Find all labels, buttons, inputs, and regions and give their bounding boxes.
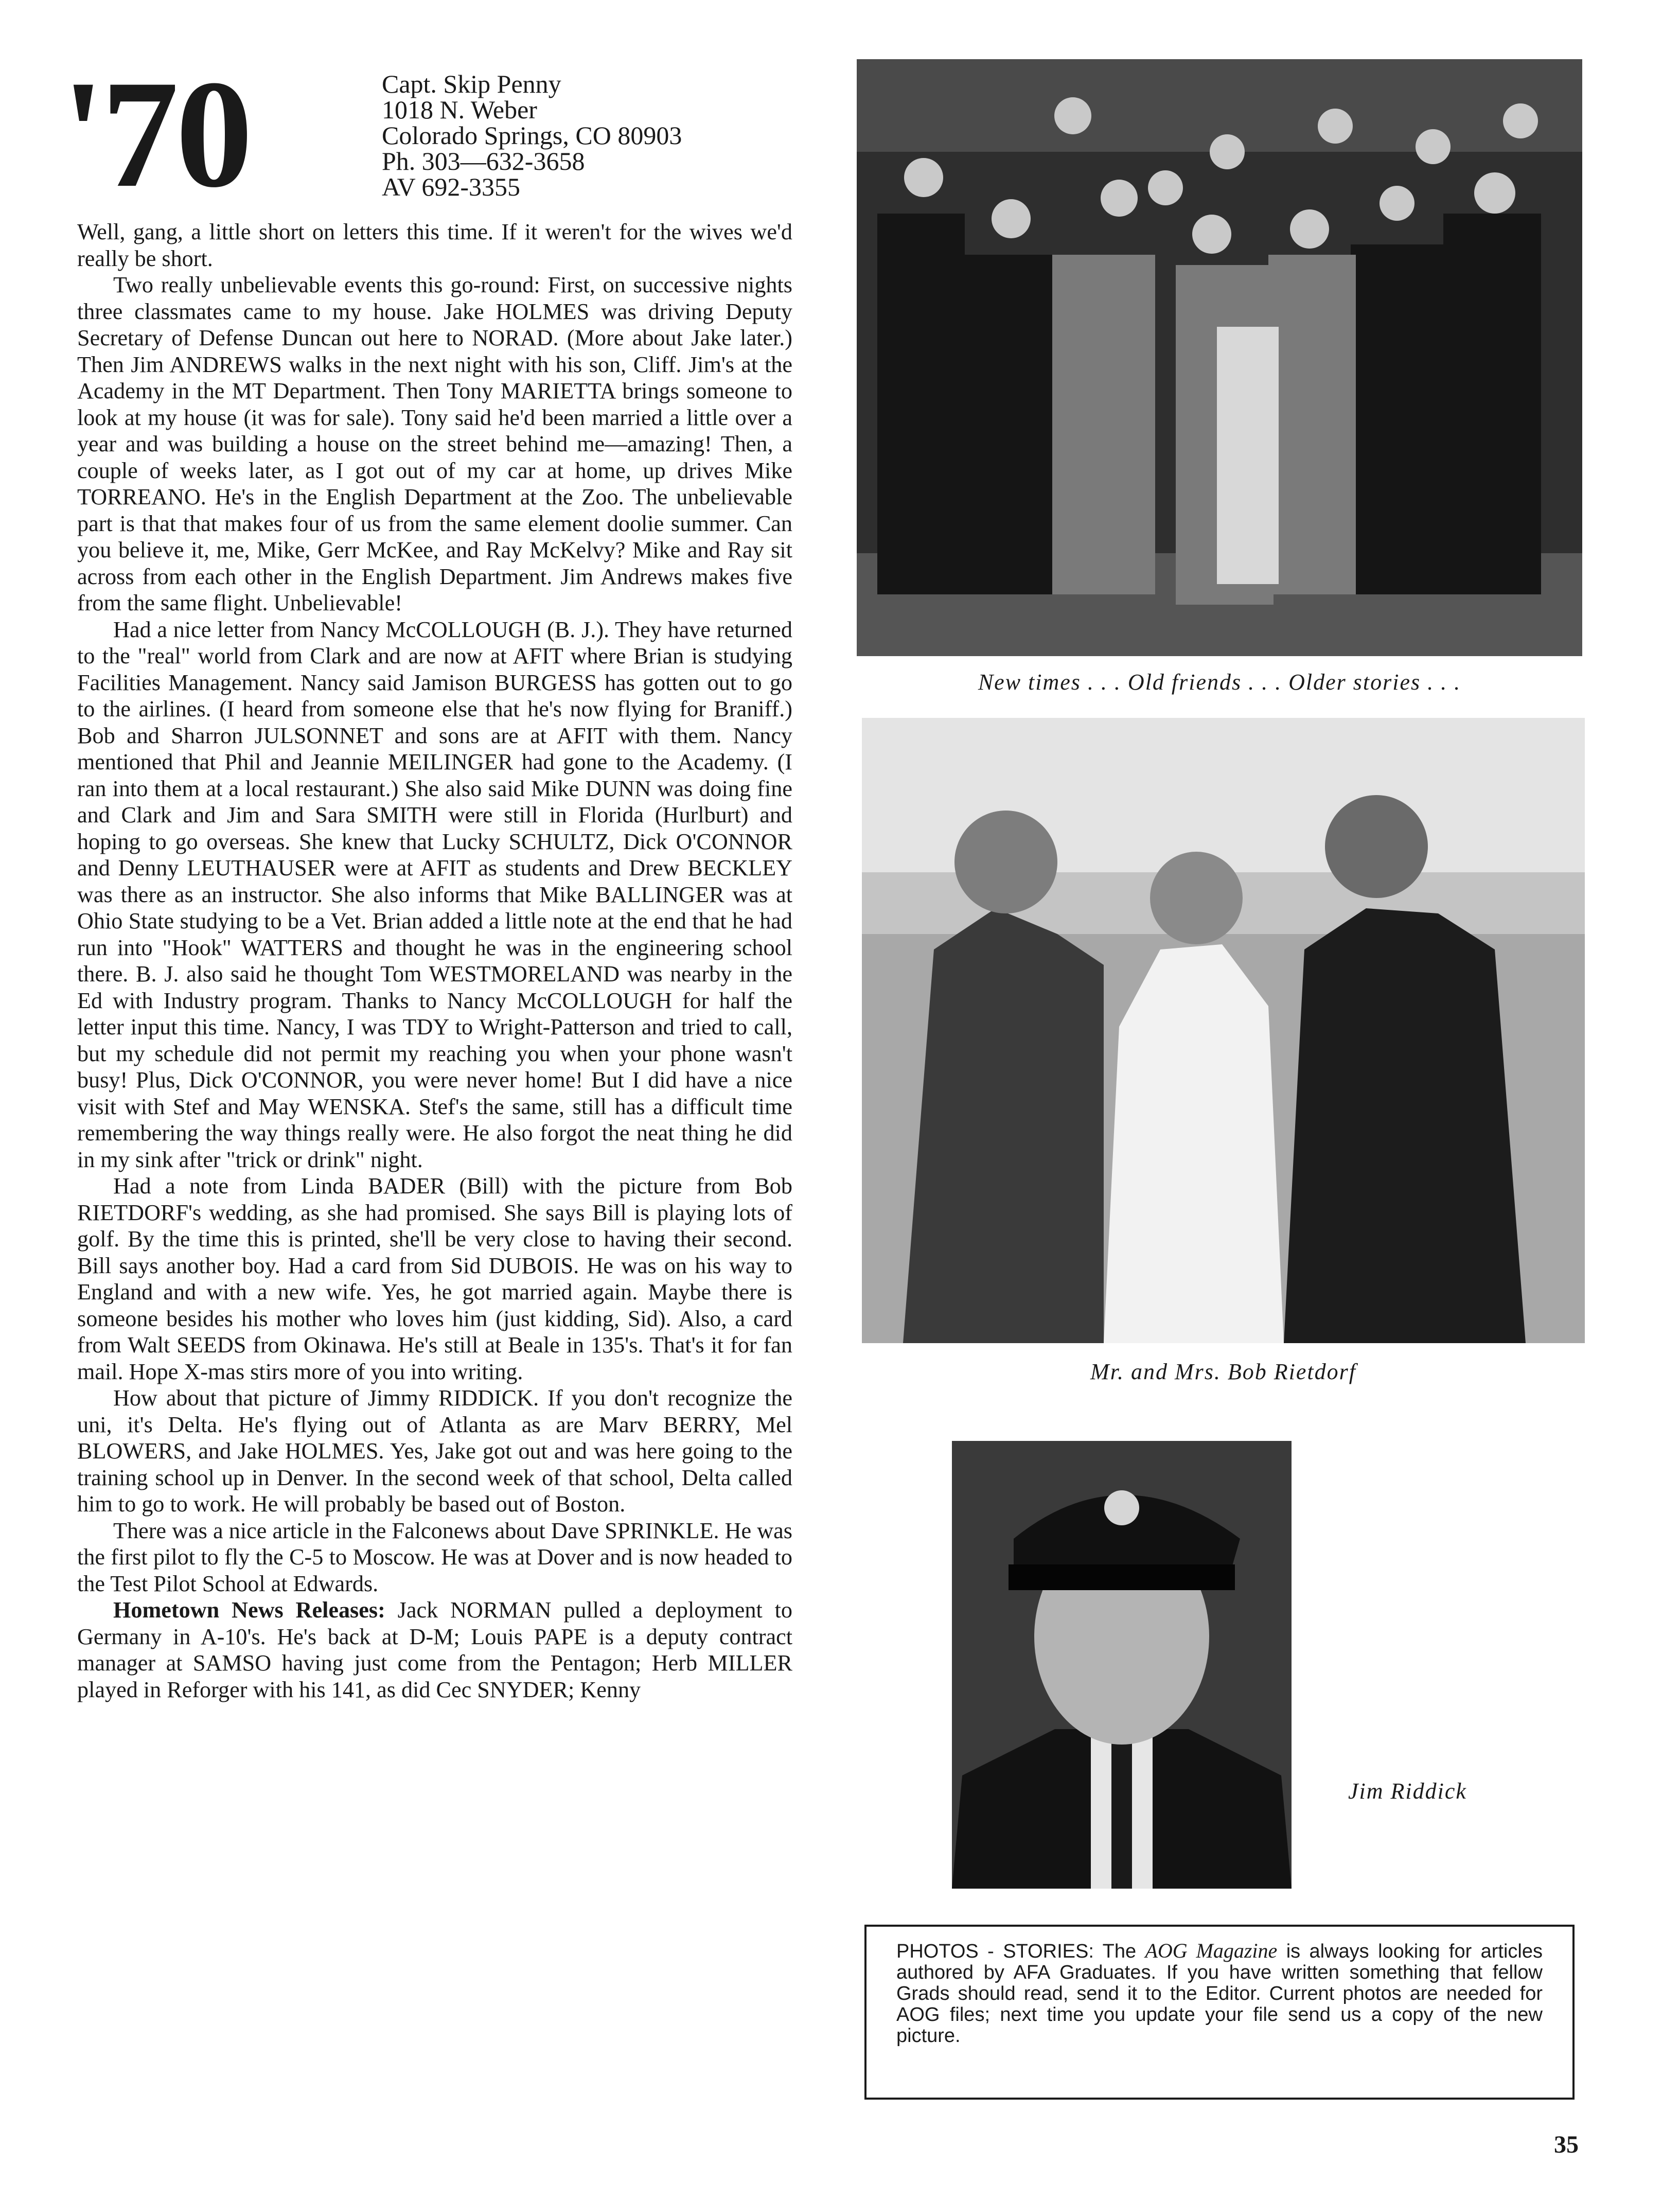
class-secretary-address [382,71,793,200]
address-line: Ph. 303—632-3658 [382,147,585,175]
photos-stories-notice [864,1925,1575,2100]
hometown-news-text: Jack NORMAN pulled a deployment to Germany in A-10's. He's back at D-M; Louis PAPE is a deputy contract manager at SAMSO having just come from the Pentagon; Herb MILLER played in Reforger with his 141, as did Cec SNYDER; Kenny [77,1597,792,1702]
wedding-photo-caption: Mr. and Mrs. Bob Rietdorf [1090,1359,1356,1384]
page-number: 35 [1554,2131,1579,2158]
article-paragraph: Well, gang, a little short on letters this time. If it weren't for the wives we'd really be short. [77,219,792,271]
address-line: Capt. Skip Penny [382,69,561,98]
hometown-news-heading: Hometown News Releases: [113,1597,385,1623]
article-paragraph: Two really unbelievable events this go-round: First, on successive nights three classmates came to my house. Jake HOLMES was driving Deputy Secretary of Defense Duncan out here to NORAD. (More about Jake later.) Then Jim ANDREWS walks in the next night with his son, Cliff. Jim's at the Academy in the MT Department. Then Tony MARIETTA brings someone to look at my house (it was for sale). Tony said he'd been married a little over a year and was building a house on the street behind me—amazing! Then, a couple of weeks later, as I got out of my car at home, up drives Mike TORREANO. He's in the English Department at the Zoo. The unbelievable part is that that makes four of us from the same element doolie summer. Can you believe it, me, Mike, Gerr McKee, and Ray McKelvy? Mike and Ray sit across from each other in the English Department. Jim Andrews makes five from the same flight. Unbelievable! [77,272,792,615]
group-photo [857,59,1582,656]
address-line: AV 692-3355 [382,172,521,201]
article-paragraph: Had a note from Linda BADER (Bill) with the picture from Bob RIETDORF's wedding, as she had promised. She says Bill is playing lots of golf. By the time this is printed, she'll be very close to having their second. Bill says another boy. Had a card from Sid DUBOIS. He was on his way to England and with a new wife. Yes, he got married again. Maybe there is someone besides his mother who loves him (just kidding, Sid). Also, a card from Walt SEEDS from Okinawa. He's still at Beale in 135's. That's it for fan mail. Hope X-mas stirs more of you into writing. [77,1173,792,1384]
class-year: '70 [62,48,250,219]
article-paragraph: There was a nice article in the Falconews about Dave SPRINKLE. He was the first pilot to fly the C-5 to Moscow. He was at Dover and is now headed to the Test Pilot School at Edwards. [77,1518,792,1596]
article-paragraph: Had a nice letter from Nancy McCOLLOUGH (B. J.). They have returned to the "real" world from Clark and are now at AFIT where Brian is studying Facilities Management. Nancy said Jamison BURGESS has gotten out to go to the airlines. (I heard from someone else that he's now flying for Braniff.) Bob and Sharron JULSONNET and sons are at AFIT with them. Nancy mentioned that Phil and Jeannie MEILINGER had gone to the Academy. (I ran into them at a local restaurant.) She also said Mike DUNN was doing fine and Clark and Jim and Sara SMITH were still in Florida (Hurlburt) and hoping to go overseas. She knew that Lucky SCHULTZ, Dick O'CONNOR and Denny LEUTHAUSER were at AFIT as students and Drew BECKLEY was there as an instructor. She also informs that Mike BALLINGER was at Ohio State studying to be a Vet. Brian added a little note at the end that he had run into "Hook" WATTERS and thought he was in the engineering school there. B. J. also said he thought Tom WESTMORELAND was nearby in the Ed with Industry program. Thanks to Nancy McCOLLOUGH for half the letter input this time. Nancy, I was TDY to Wright-Patterson and tried to call, but my schedule did not permit my reaching you when your phone wasn't busy! Plus, Dick O'CONNOR, you were never home! But I did have a nice visit with Stef and May WENSKA. Stef's the same, still has a difficult time remembering the way things really were. He also forgot the neat thing he did in my sink after "trick or drink" night. [77,617,792,1172]
notice-magazine-name: AOG Magazine [1145,1939,1278,1962]
class-news-column [77,219,792,2076]
portrait-photo [952,1441,1292,1889]
wedding-photo [862,718,1585,1343]
group-photo-caption: New times . . . Old friends . . . Older stories . . . [978,670,1461,695]
hometown-news-paragraph [77,1597,792,1703]
article-paragraph: How about that picture of Jimmy RIDDICK. If you don't recognize the uni, it's Delta. He's flying out of Atlanta as are Marv BERRY, Mel BLOWERS, and Jake HOLMES. Yes, Jake got out and was here going to the training school up in Denver. In the second week of that school, Delta called him to go to work. He will probably be based out of Boston. [77,1385,792,1517]
notice-text: is always looking for articles authored by AFA Graduates. If you have written something that fellow Grads should read, send it to the Editor. Current photos are needed for AOG files; next time you update your file send us a copy of the new picture. [896,1941,1543,2047]
portrait-photo-caption: Jim Riddick [1348,1779,1467,1804]
address-line: Colorado Springs, CO 80903 [382,121,682,150]
address-line: 1018 N. Weber [382,95,537,124]
notice-lead: PHOTOS - STORIES: The [896,1941,1145,1962]
